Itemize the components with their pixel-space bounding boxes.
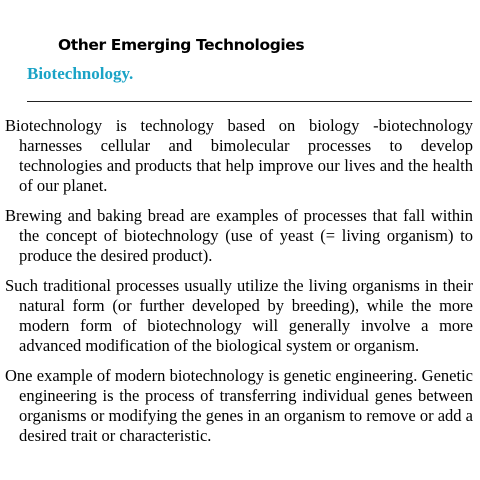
section-title: Biotechnology.	[27, 64, 134, 83]
paragraph-genetic-engineering: One example of modern biotechnology is genetic engineering. Genetic engineering is the process of transferring individual genes between organisms or modifying the genes in an organism to remove or add a desired trait or characteristic.	[5, 366, 473, 445]
paragraph-traditional-vs-modern: Such traditional processes usually utilize the living organisms in their natural form (or further developed by breeding), while the more modern form of biotechnology will generally involve a more advanced modification of the biological system or organism.	[5, 276, 473, 355]
body-text	[5, 116, 473, 456]
paragraph-definition: Biotechnology is technology based on biology -biotechnology harnesses cellular and bimolecular processes to develop technologies and products that help improve our lives and the health of our planet.	[5, 116, 473, 195]
slide-header: Other Emerging Technologies	[58, 36, 305, 54]
paragraph-brewing-example: Brewing and baking bread are examples of processes that fall within the concept of biotechnology (use of yeast (= living organism) to produce the desired product).	[5, 206, 473, 265]
divider	[27, 101, 472, 102]
